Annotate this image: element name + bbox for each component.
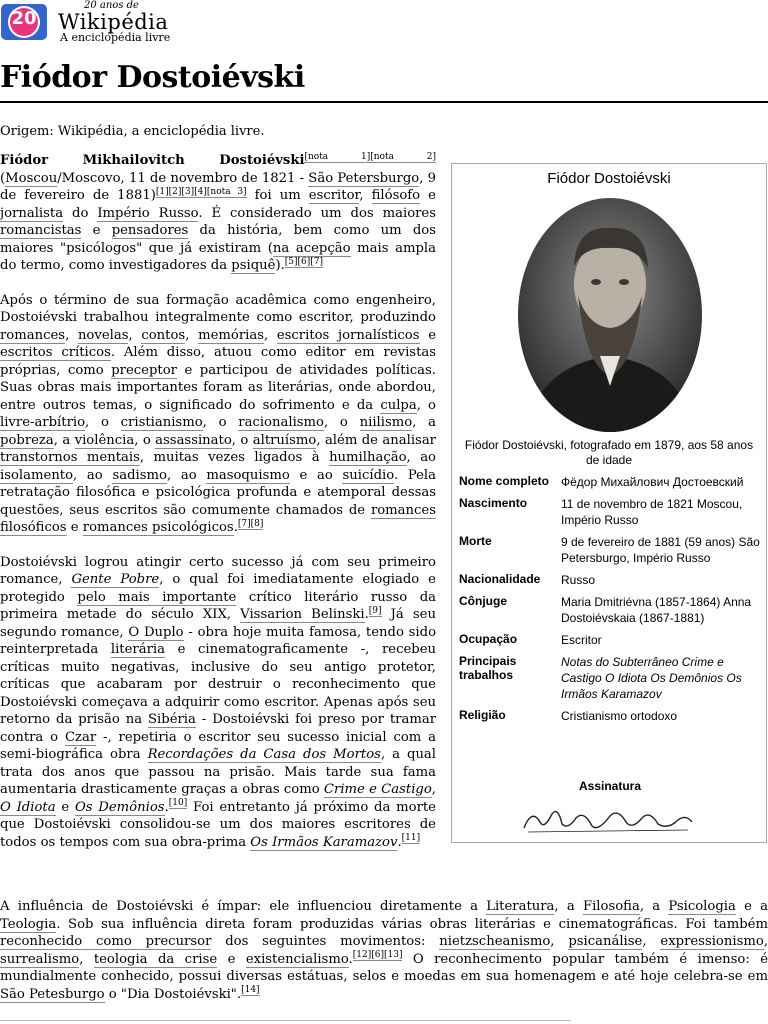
- infobox-label: Religião: [459, 708, 506, 722]
- infobox-value[interactable]: 9 de fevereiro de 1881 (59 anos) São Petersburgo, Império Russo: [561, 535, 760, 565]
- infobox-row-religion: [459, 708, 761, 724]
- infobox-value: Maria Dmitriévna (1857-1864) Anna Dostoiévskaia (1867-1881): [561, 595, 752, 625]
- logo-wordmark: Wikipédia: [58, 10, 169, 34]
- infobox-label: Morte: [459, 534, 492, 548]
- infobox-title: Fiódor Dostoiévski: [547, 170, 671, 187]
- origin-note: Origem: Wikipédia, a enciclopédia livre.: [0, 124, 265, 139]
- wikipedia-logo[interactable]: [0, 0, 200, 48]
- paragraph-intro: Fiódor Mikhailovitch Dostoiévski[nota 1][nota 2] (Moscou/Moscovo, 11 de novembro de 1821 - São Petersburgo, 9 de fevereiro de 1881)[1][2][3][4][nota 3] foi um escritor, filósofo e jornalista do Império Russo. É considerado um dos maiores romancistas e pensadores da história, bem como um dos maiores "psicólogos" que já existiram (na acepção mais ampla do termo, como investigadores da psiquê).[5][6][7]: [0, 151, 437, 273]
- infobox-label: Principais trabalhos: [459, 654, 517, 682]
- infobox-row-spouse: [459, 594, 761, 626]
- infobox-row-name: [459, 474, 761, 490]
- article-body: [0, 152, 436, 868]
- infobox-value[interactable]: Cristianismo ortodoxo: [561, 709, 678, 723]
- portrait-caption: Fiódor Dostoiévski, fotografado em 1879, aos 58 anos de idade: [464, 438, 754, 467]
- logo-tagline: A enciclopédia livre: [60, 31, 171, 44]
- page-title: Fiódor Dostoiévski: [0, 60, 768, 103]
- infobox-label: Nascimento: [459, 496, 528, 510]
- infobox-value[interactable]: Escritor: [561, 633, 602, 647]
- infobox-label: Cônjuge: [459, 594, 507, 608]
- divider: [0, 1020, 570, 1021]
- infobox-row-nationality: [459, 572, 761, 588]
- infobox-label: Ocupação: [459, 632, 518, 646]
- infobox-label: Nome completo: [459, 474, 550, 488]
- infobox-value[interactable]: 11 de novembro de 1821 Moscou, Império Russo: [561, 497, 743, 527]
- signature-image[interactable]: [518, 800, 698, 840]
- paragraph-career: Após o término de sua formação acadêmica como engenheiro, Dostoiévski trabalhou integralmente como escritor, produzindo romances, novelas, contos, memórias, escritos jornalísticos e escritos críticos. Além disso, atuou como editor em revistas próprias, como preceptor e participou de atividades políticas. Suas obras mais importantes foram as literárias, onde abordou, entre outros temas, o significado do sofrimento e da culpa, o livre-arbítrio, o cristianismo, o racionalismo, o niilismo, a pobreza, a violência, o assassinato, o altruísmo, além de analisar transtornos mentais, muitas vezes ligados à humilhação, ao isolamento, ao sadismo, ao masoquismo e ao suicídio. Pela retratação filosófica e psicológica profunda e atemporal dessas questões, seus escritos são comumente chamados de romances filosóficos e romances psicológicos.[7][8]: [0, 292, 437, 535]
- infobox-row-works: [459, 654, 761, 702]
- signature-label: Assinatura: [578, 779, 642, 793]
- infobox-row-birth: [459, 496, 761, 528]
- infobox-row-death: [459, 534, 761, 566]
- infobox-value[interactable]: Russo: [561, 573, 596, 587]
- portrait-image[interactable]: [516, 196, 704, 434]
- paragraph-influence: A influência de Dostoiévski é ímpar: ele influenciou diretamente a Literatura, a Filosofia, a Psicologia e a Teologia. Sob sua influência direta foram produzidas várias obras literárias e cinematográficas. Foi também reconhecido como precursor dos seguintes movimentos: nietzscheanismo, psicanálise, expressionismo, surrealismo, teologia da crise e existencialismo.[12][6][13] O reconhecimento popular também é imenso: é mundialmente conhecido, possui diversas estátuas, selos e moedas em sua homenagem e até hoje celebra-se em São Petesburgo o "Dia Dostoiévski".[14]: [0, 899, 768, 1002]
- anniversary-badge-icon: 20: [1, 4, 47, 40]
- paragraph-works: Dostoiévski logrou atingir certo sucesso já com seu primeiro romance, Gente Pobre, o qual foi imediatamente elogiado e protegido pelo mais importante crítico literário russo da primeira metade do século XIX, Vissarion Belinski.[9] Já seu segundo romance, O Duplo - obra hoje muita famosa, tendo sido reinterpretada literária e cinematograficamente -, recebeu críticas muito negativas, inclusive do seu antigo protetor, críticas que acabaram por destruir o reconhecimento que Dostoiévski começava a adquirir como escritor. Apenas após seu retorno da prisão na Sibéria - Dostoiévski foi preso por tramar contra o Czar -, repetiria o escritor seu sucesso inicial com a semi-biográfica obra Recordações da Casa dos Mortos, a qual trata dos anos que passou na prisão. Mais tarde sua fama aumentaria drasticamente graças a obras como Crime e Castigo, O Idiota e Os Demônios.[10] Foi entretanto já próximo da morte que Dostoiévski consolidou-se um dos maiores escritores de todos os tempos com sua obra-prima Os Irmãos Karamazov.[11]: [0, 554, 437, 850]
- infobox-value: Фёдор Михайлович Достоевский: [561, 475, 744, 489]
- logo-anniversary-text: 20 anos de: [84, 0, 139, 11]
- infobox-label: Nacionalidade: [459, 572, 541, 586]
- infobox-value[interactable]: Notas do Subterrâneo Crime e Castigo O Idiota Os Demônios Os Irmãos Karamazov: [561, 655, 742, 701]
- infobox-rows: [459, 474, 761, 730]
- infobox: [451, 163, 767, 843]
- infobox-row-occupation: [459, 632, 761, 648]
